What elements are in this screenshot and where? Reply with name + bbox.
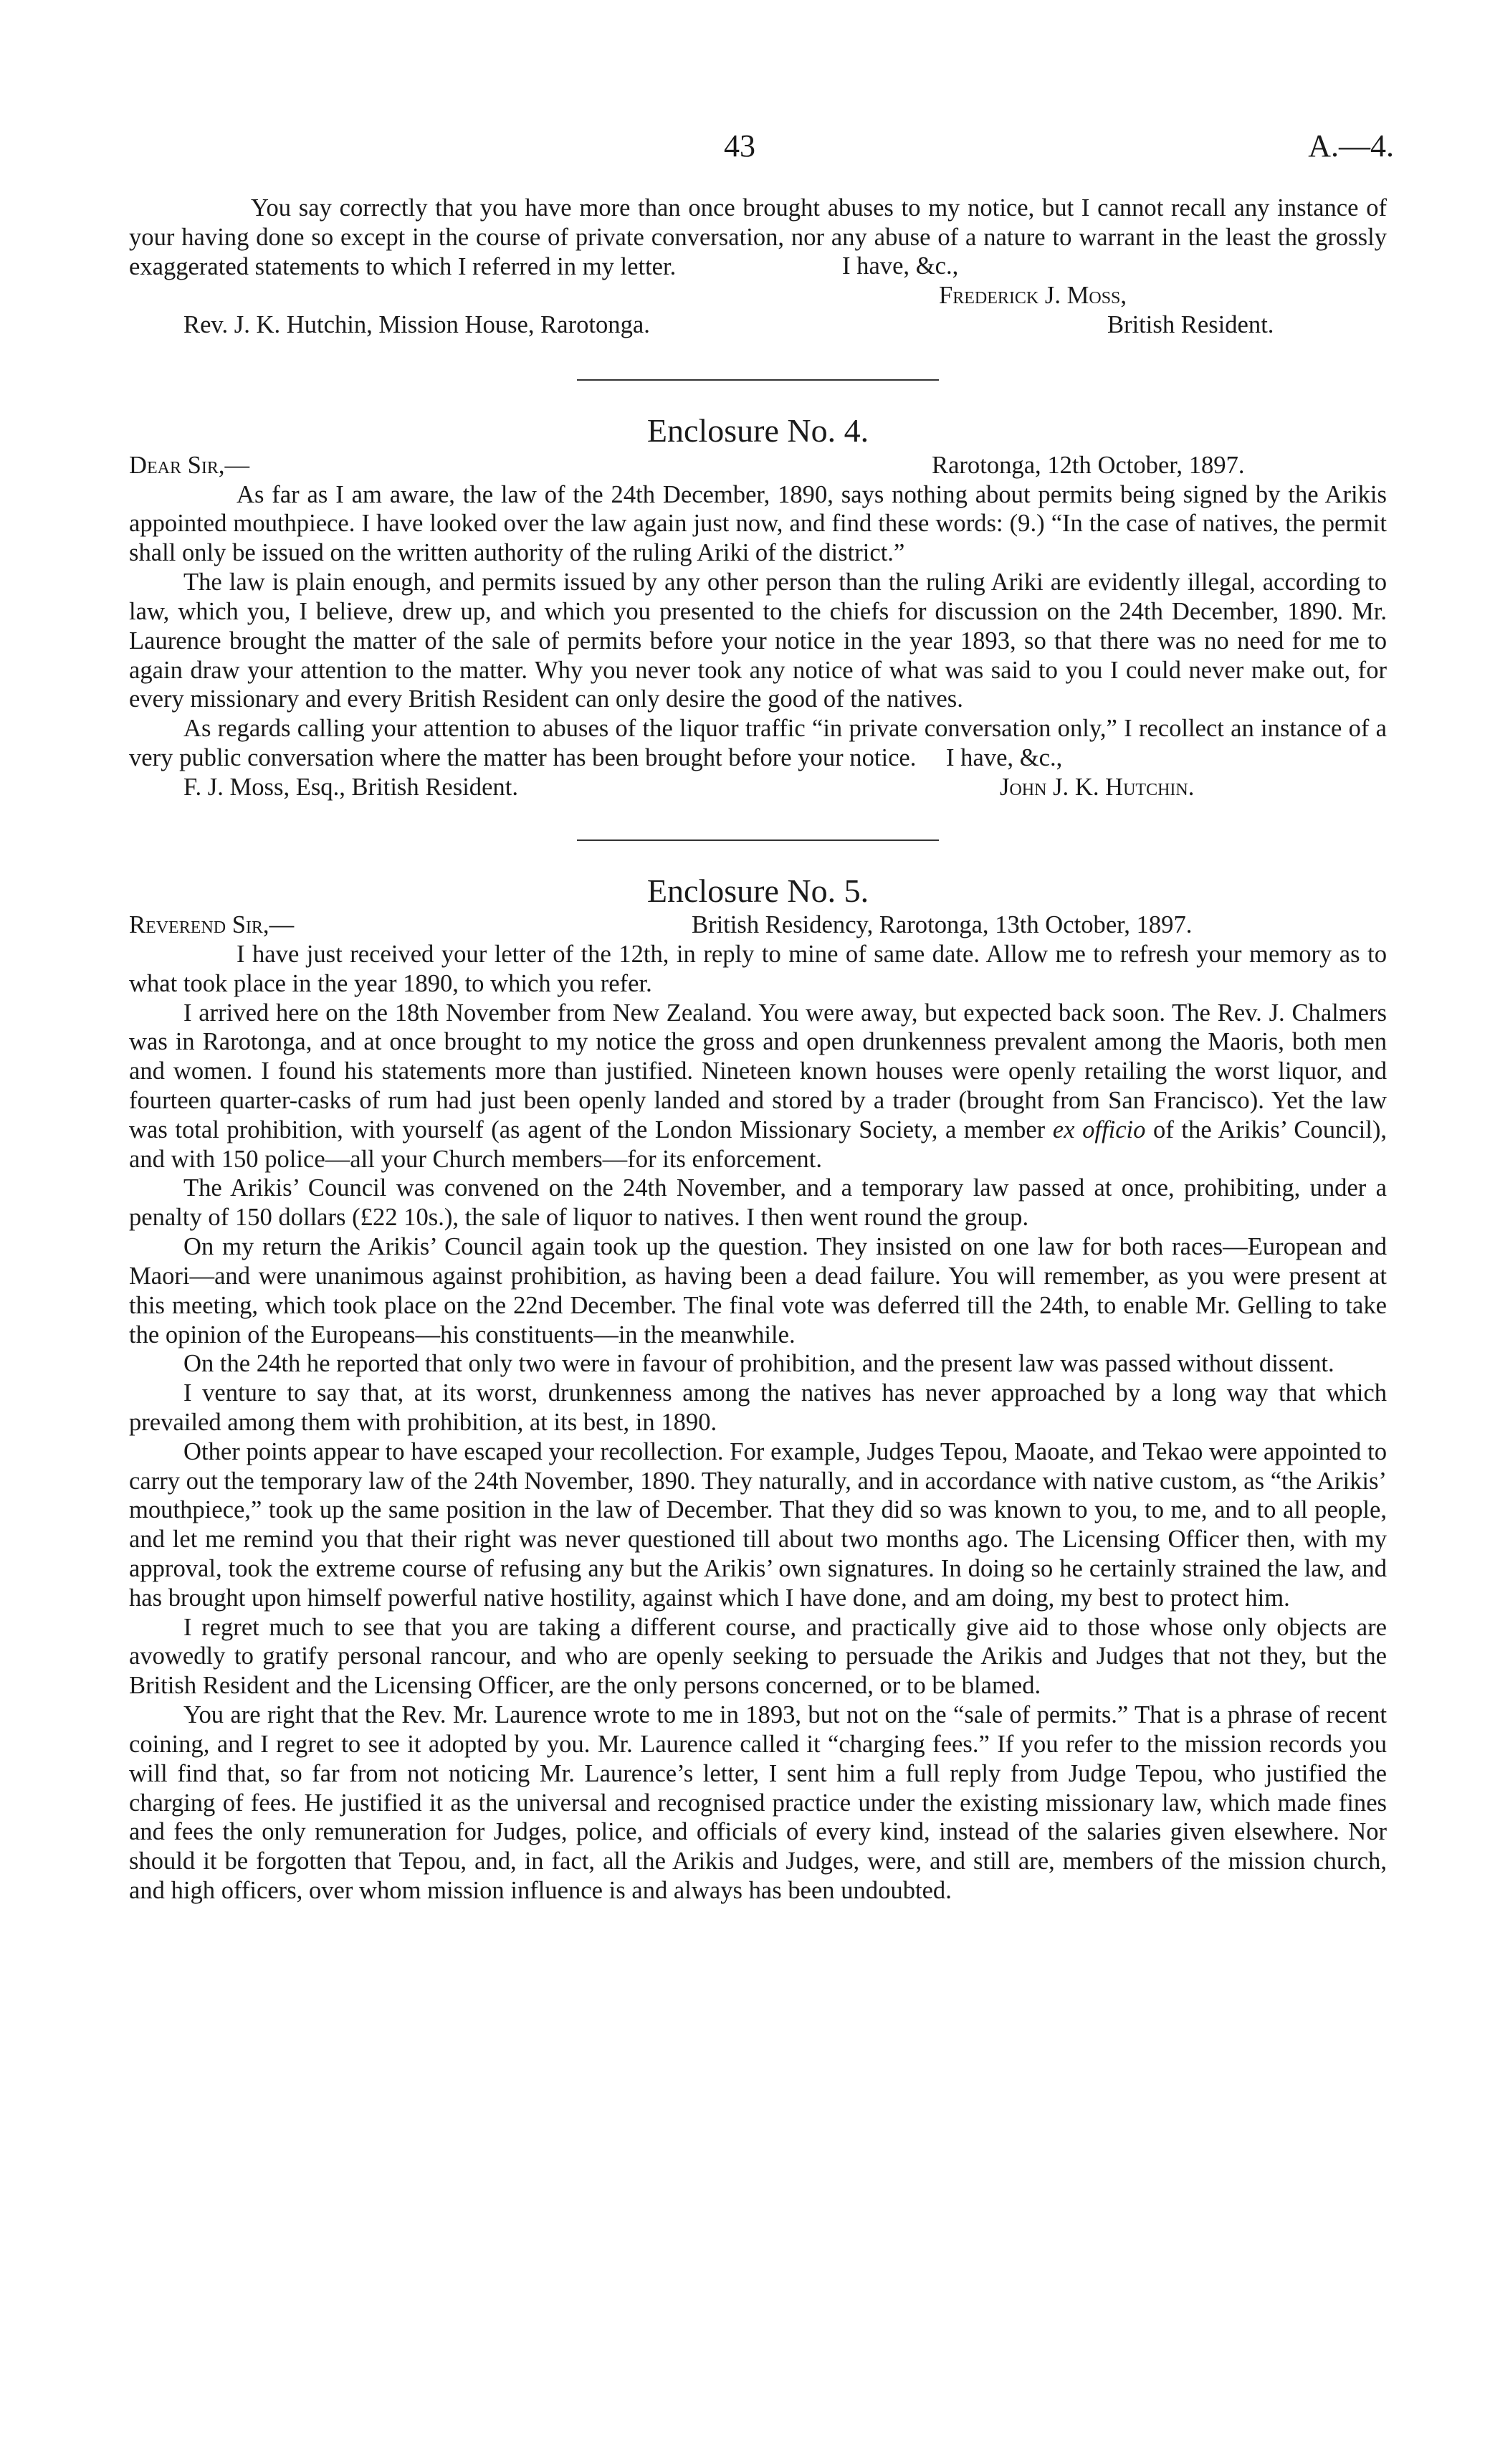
enclosure-heading: Enclosure No. 5. [646,872,869,909]
letter-paragraph: You say correctly that you have more than once brought abuses to my notice, but I cannot recall any instance of your having done so except in the course of private conversation, nor any abuse of a nature to warrant in the least the grossly exaggerated statements to which I referred in my letter. [129,194,1387,280]
enclosure-paragraph: On the 24th he reported that only two were in favour of prohibition, and the present law was passed without dissent. [183,1350,1334,1378]
salutation: Reverend Sir,— [129,910,295,938]
page-body [129,194,1387,1906]
place-date: British Residency, Rarotonga, 13th October, 1897. [692,910,1193,938]
document-reference: A.—4. [1308,128,1394,163]
addressee-line [129,310,1387,340]
enclosure-heading: Enclosure No. 4. [646,412,869,449]
signatory-title: British Resident. [1107,311,1274,339]
addressee-line [129,773,1387,802]
enclosure-paragraph: As regards calling your attention to abuses of the liquor traffic “in private conversation only,” I recollect an instance of a very public conversation where the matter has been brought before your notice. [129,715,1387,771]
page-header [0,128,1490,171]
signature: Frederick J. Moss, [939,282,1127,310]
signature-line [129,281,1387,310]
enclosure-paragraph: I have just received your letter of the 12th, in reply to mine of same date. Allow me to refresh your memory as to what took place in the year 1890, to which you refer. [129,940,1387,997]
closing-line [129,252,1387,281]
enclosure-paragraph: I regret much to see that you are taking a different course, and practically give aid to those whose only objects are avowedly to gratify personal rancour, and who are openly seeking to persuade the Arikis and Judges that not they, but the British Resident and the Licensing Officer, are the only persons concerned, or to be blamed. [129,1613,1387,1700]
paragraph-text: I arrived here on the 18th November from New Zealand. You were away, but expected back soon. The Rev. J. Chalmers was in Rarotonga, and at once brought to my notice the gross and open drunkenness prevalent among the Maoris, both men and women. I found his statements more than justified. Nineteen known houses were openly retailing the worst liquor, and fourteen quarter-casks of rum had just been openly landed and stored by a trader (brought from San Francisco). Yet the law was total prohibition, with yourself (as agent of the London Missionary Society, a member [129,999,1387,1143]
enclosure-paragraph: The law is plain enough, and permits issued by any other person than the ruling Ariki are evidently illegal, according to law, which you, I believe, drew up, and which you presented to the chiefs for discussion on the 24th December, 1890. Mr. Laurence brought the matter of the sale of permits before your notice in the year 1893, so that there was no need for me to again draw your attention to the matter. Why you never took any notice of what was said to you I could never make out, for every missionary and every British Resident can only desire the good of the natives. [129,569,1387,713]
enclosure-paragraph: Other points appear to have escaped your recollection. For example, Judges Tepou, Maoate, and Tekao were appointed to carry out the temporary law of the 24th November, 1890. They naturally, and in accordance with native custom, as “the Arikis’ mouthpiece,” took up the same position in the law of December. That they did so was known to you, to me, and to all people, and let me remind you that their right was never questioned till about two months ago. The Licensing Officer then, with my approval, took the extreme course of refusing any but the Arikis’ own signatures. In doing so he certainly strained the law, and has brought upon himself powerful native hostility, against which I have done, and am doing, my best to protect him. [129,1437,1387,1612]
closing-text: I have, &c., [946,743,1063,771]
page-number: 43 [724,128,755,163]
enclosure-paragraph: On my return the Arikis’ Council again took up the question. They insisted on one law for both races—European and Maori—and were unanimous against prohibition, as having been a dead failure. You will remember, as you were present at this meeting, which took place on the 22nd December. The final vote was deferred till the 24th, to enable Mr. Gelling to take the opinion of the Europeans—his constituents—in the meanwhile. [129,1233,1387,1348]
enclosure-paragraph: As far as I am aware, the law of the 24th December, 1890, says nothing about permits being signed by the Arikis appointed mouthpiece. I have looked over the law again just now, and find these words: (9.) “In the case of natives, the permit shall only be issued on the written authority of the ruling Ariki of the district.” [129,480,1387,567]
salutation-line [129,910,1387,940]
enclosure-paragraph [129,999,1387,1174]
addressee: F. J. Moss, Esq., British Resident. [183,773,518,801]
place-date: Rarotonga, 12th October, 1897. [932,451,1245,479]
addressee: Rev. J. K. Hutchin, Mission House, Rarotonga. [183,311,650,339]
paragraph-text: of the Arikis’ Council), and with 150 police—all your Church members—for its enforcement. [129,1116,1387,1173]
salutation-line [129,451,1387,480]
enclosure-paragraph: You are right that the Rev. Mr. Laurence wrote to me in 1893, but not on the “sale of permits.” That is a phrase of recent coining, and I regret to see it adopted by you. Mr. Laurence called it “charging fees.” If you refer to the mission records you will find that, so far from not noticing Mr. Laurence’s letter, I sent him a full reply from Judge Tepou, who justified the charging of fees. He justified it as the universal and recognised practice under the existing missionary law, which made fines and fees the only remuneration for Judges, police, and officials of every kind, instead of the salaries given elsewhere. Nor should it be forgotten that Tepou, and, in fact, all the Arikis and Judges, were, and still are, members of the mission church, and high officers, over whom mission influence is and always has been undoubted. [129,1701,1387,1904]
closing-text: I have, &c., [842,252,959,280]
closing-line [129,743,1387,773]
latin-term: ex officio [1052,1116,1146,1143]
signature: John J. K. Hutchin. [1000,773,1195,801]
enclosure-paragraph: The Arikis’ Council was convened on the 24th November, and a temporary law passed at once, prohibiting, under a penalty of 150 dollars (£22 10s.), the sale of liquor to natives. I then went round the group. [129,1174,1387,1232]
salutation: Dear Sir,— [129,451,250,479]
enclosure-paragraph: I venture to say that, at its worst, drunkenness among the natives has never approached by a long way that which prevailed among them with prohibition, at its best, in 1890. [129,1379,1387,1436]
